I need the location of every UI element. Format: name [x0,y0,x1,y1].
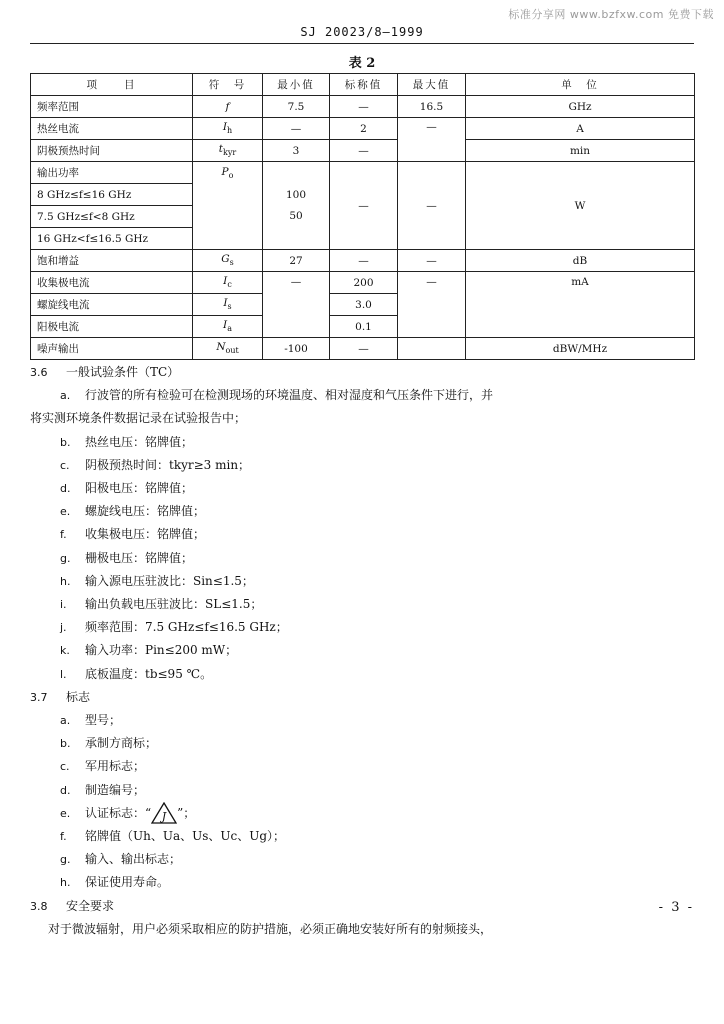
list-item: i. 输出负载电压驻波比：SL≤1.5； [60,597,263,612]
min-value-8-16: 100 [285,189,307,201]
list-item: f. 铭牌值（Uh、Ua、Us、Uc、Ug）； [60,829,286,844]
row-nominal: 3.0 [330,294,398,316]
paragraph: 对于微波辐射，用户必须采取相应的防护措施，必须正确地安装好所有的射频接头， [48,921,493,936]
certification-mark-icon [151,802,177,824]
list-item: d. 阳极电压：铭牌值； [60,481,194,496]
row-nominal: 2 [330,118,398,140]
row-unit: min [466,140,695,162]
row-item: 收集极电流 [31,272,193,294]
row-sub-item: 8 GHz≤f≤16 GHz [31,184,193,206]
list-item: d. 制造编号； [60,782,146,797]
row-min: 3 [263,140,330,162]
list-item: k. 输入功率：Pin≤200 mW； [60,643,238,658]
row-max: — [398,118,466,162]
list-item: j. 频率范围：7.5 GHz≤f≤16.5 GHz； [60,620,288,635]
row-symbol: $I_h$ [193,118,263,140]
list-item: e. 螺旋线电压：铭牌值； [60,504,206,519]
svg-text:J: J [161,810,167,824]
row-unit: mA [466,272,695,338]
list-item: g. 栅极电压：铭牌值； [60,550,194,565]
section-heading-3-6: 3.6 一般试验条件（TC） [30,365,180,379]
row-nominal: — [330,162,398,250]
list-item-continuation: 将实测环境条件数据记录在试验报告中； [30,411,247,426]
header-rule [30,43,694,44]
row-item: 噪声输出 [31,338,193,360]
row-item: 阳极电流 [31,316,193,338]
table-row [31,118,695,140]
list-item: h. 保证使用寿命。 [60,875,170,890]
row-sub-item: 7.5 GHz≤f<8 GHz [31,206,193,228]
table-row [31,96,695,118]
row-item: 螺旋线电流 [31,294,193,316]
row-min: 7.5 [263,96,330,118]
row-nominal: — [330,338,398,360]
watermark: 标准分享网 www.bzfxw.com 免费下载 [508,8,714,21]
table-header-row [31,74,695,96]
table-title: 表 2 [348,56,376,71]
row-max: — [398,250,466,272]
table-row [31,250,695,272]
col-header-item: 项 目 [31,74,193,96]
list-item: a. 型号； [60,713,122,728]
row-min: — [263,272,330,338]
row-nominal: 0.1 [330,316,398,338]
min-value-7.5-8: 50 [289,210,303,222]
row-symbol: $t_{kyr}$ [193,140,263,162]
row-nominal: — [330,250,398,272]
row-min: -100 [263,338,330,360]
spec-table [30,73,695,360]
row-symbol: $N_{out}$ [193,338,263,360]
row-unit: dB [466,250,695,272]
list-item: g. 输入、输出标志； [60,852,182,867]
row-item: 饱和增益 [31,250,193,272]
row-nominal: 200 [330,272,398,294]
list-item: b. 承制方商标； [60,736,158,751]
list-item: b. 热丝电压：铭牌值； [60,434,194,449]
row-max: 16.5 [398,96,466,118]
row-unit: dBW/MHz [466,338,695,360]
row-symbol: $P_o$ [193,162,263,250]
row-max: — [398,162,466,250]
row-symbol: f [193,96,263,118]
row-sub-item: 16 GHz<f≤16.5 GHz [31,228,193,250]
row-symbol: $I_s$ [193,294,263,316]
row-symbol: $I_c$ [193,272,263,294]
section-heading-3-7: 3.7 标志 [30,689,91,704]
col-header-min: 最小值 [263,74,330,96]
col-header-symbol: 符 号 [193,74,263,96]
row-item: 输出功率 [31,162,193,184]
row-symbol: $G_s$ [193,250,263,272]
list-item: e. 认证标志：“ J ”； [30,802,694,825]
list-item: f. 收集极电压：铭牌值； [60,527,206,542]
row-nominal: — [330,96,398,118]
list-item: l. 底板温度：tb≤95 ℃。 [60,666,213,681]
row-max: — [398,272,466,338]
row-nominal: — [330,140,398,162]
row-item: 阴极预热时间 [31,140,193,162]
list-item: h. 输入源电压驻波比：Sin≤1.5； [60,573,254,588]
page-number: - 3 - [658,900,694,915]
col-header-unit: 单 位 [466,74,695,96]
row-item: 频率范围 [31,96,193,118]
row-unit: W [466,162,695,250]
document-body [30,361,694,941]
table-row [31,162,695,184]
document-header: SJ 20023/8—1999 [300,25,424,39]
row-symbol: $I_a$ [193,316,263,338]
table-row [31,272,695,294]
table-row [31,140,695,162]
row-unit: GHz [466,96,695,118]
row-min [263,162,330,250]
list-item: c. 阴极预热时间：tkyr≥3 min； [60,457,251,472]
row-min: — [263,118,330,140]
row-unit: A [466,118,695,140]
list-item: a. 行波管的所有检验可在检测现场的环境温度、相对湿度和气压条件下进行，并 [60,388,494,403]
col-header-nominal: 标称值 [330,74,398,96]
list-item: c. 军用标志； [60,759,146,774]
row-min: 27 [263,250,330,272]
col-header-max: 最大值 [398,74,466,96]
row-item: 热丝电流 [31,118,193,140]
row-max [398,338,466,360]
table-row [31,338,695,360]
section-heading-3-8: 3.8 安全要求 [30,898,115,913]
